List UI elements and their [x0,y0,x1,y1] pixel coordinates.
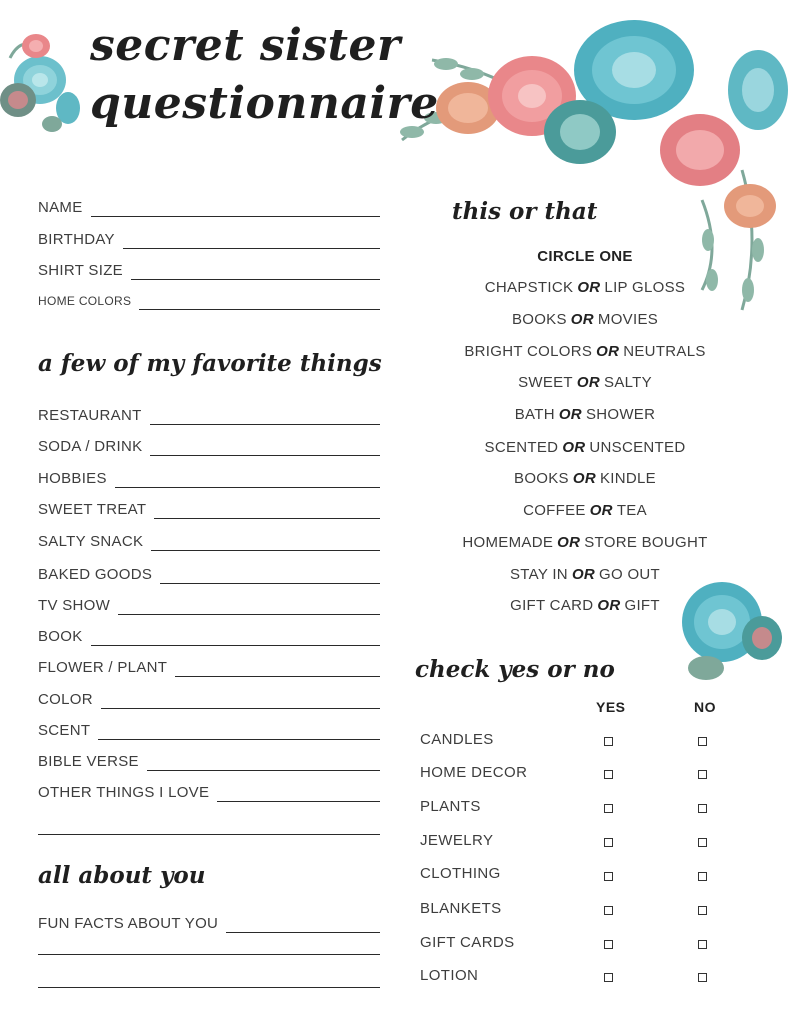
field-label: COLOR [38,691,93,708]
field-label: SALTY SNACK [38,533,144,550]
no-checkbox[interactable] [698,906,707,915]
yes-no-item-label: JEWELRY [420,832,494,849]
extra-answer-line[interactable] [38,987,380,988]
answer-line[interactable] [217,801,380,802]
birthday-field[interactable] [38,227,380,249]
field-label: RESTAURANT [38,407,142,424]
no-checkbox[interactable] [698,940,707,949]
field-label: SODA / DRINK [38,438,143,455]
yes-checkbox[interactable] [604,838,613,847]
favorites-heading: a few of my favorite things [36,350,386,379]
this-or-that-item[interactable]: STAY IN OR GO OUT [509,566,661,583]
field-label: FUN FACTS ABOUT YOU [38,915,219,932]
answer-line[interactable] [226,932,380,933]
answer-line[interactable] [115,487,380,488]
field-label: SCENT [38,722,91,739]
this-or-that-item[interactable]: COFFEE OR TEA [523,502,647,519]
answer-line[interactable] [150,424,380,425]
baked-goods-field[interactable] [38,562,380,584]
this-or-that-item[interactable]: BATH OR SHOWER [514,406,656,423]
this-or-that-item[interactable]: GIFT CARD OR GIFT [510,597,660,614]
yes-no-item-label: PLANTS [420,798,481,815]
no-checkbox[interactable] [698,770,707,779]
answer-line[interactable] [118,614,380,615]
bible-verse-field[interactable] [38,749,380,771]
flower-plant-field[interactable] [38,655,380,677]
yes-column-header: YES [596,699,626,715]
about-heading: all about you [36,862,210,891]
yes-no-item-label: BLANKETS [420,900,502,917]
answer-line[interactable] [91,645,380,646]
field-label: TV SHOW [38,597,111,614]
scent-field[interactable] [38,718,380,740]
this-or-that-item[interactable]: BOOKS OR MOVIES [511,311,659,328]
other-things-field[interactable] [38,780,380,802]
salty-snack-field[interactable] [38,529,380,551]
field-label: NAME [38,199,83,216]
answer-line[interactable] [175,676,380,677]
this-or-that-heading: this or that [450,198,601,227]
restaurant-field[interactable] [38,403,380,425]
field-label: HOBBIES [38,470,107,487]
field-label: BAKED GOODS [38,566,153,583]
yes-no-item-label: CANDLES [420,731,494,748]
answer-line[interactable] [139,309,380,310]
answer-line[interactable] [154,518,380,519]
tv-show-field[interactable] [38,593,380,615]
extra-answer-line[interactable] [38,834,380,835]
this-or-that-item[interactable]: SCENTED OR UNSCENTED [484,439,686,456]
this-or-that-item[interactable]: HOMEMADE OR STORE BOUGHT [462,534,708,551]
yes-checkbox[interactable] [604,804,613,813]
yes-checkbox[interactable] [604,770,613,779]
sweet-treat-field[interactable] [38,497,380,519]
answer-line[interactable] [98,739,380,740]
book-field[interactable] [38,624,380,646]
color-field[interactable] [38,687,380,709]
field-label: BIRTHDAY [38,231,115,248]
field-label: SWEET TREAT [38,501,147,518]
this-or-that-item[interactable]: BOOKS OR KINDLE [514,470,656,487]
yes-no-heading: check yes or no [413,656,619,685]
teal-succulent-icon [676,572,786,684]
yes-checkbox[interactable] [604,940,613,949]
answer-line[interactable] [147,770,380,771]
no-checkbox[interactable] [698,737,707,746]
hobbies-field[interactable] [38,466,380,488]
answer-line[interactable] [91,216,380,217]
yes-checkbox[interactable] [604,973,613,982]
shirt-size-field[interactable] [38,258,380,280]
yes-checkbox[interactable] [604,906,613,915]
yes-no-item-label: LOTION [420,967,479,984]
page-title-line-2: questionnaire [90,78,439,129]
field-label: BOOK [38,628,83,645]
page-title-line-1: secret sister [90,20,401,71]
no-checkbox[interactable] [698,838,707,847]
yes-checkbox[interactable] [604,737,613,746]
answer-line[interactable] [151,550,380,551]
answer-line[interactable] [101,708,380,709]
field-label: SHIRT SIZE [38,262,123,279]
field-label: HOME COLORS [38,294,132,308]
small-succulent-cluster-icon [0,28,92,138]
extra-answer-line[interactable] [38,954,380,955]
soda-drink-field[interactable] [38,434,380,456]
yes-no-item-label: HOME DECOR [420,764,528,781]
yes-no-item-label: CLOTHING [420,865,501,882]
answer-line[interactable] [131,279,380,280]
no-checkbox[interactable] [698,872,707,881]
yes-no-item-label: GIFT CARDS [420,934,515,951]
circle-one-instruction: CIRCLE ONE [537,248,633,265]
field-label: OTHER THINGS I LOVE [38,784,210,801]
this-or-that-item[interactable]: BRIGHT COLORS OR NEUTRALS [464,343,706,360]
this-or-that-item[interactable]: CHAPSTICK OR LIP GLOSS [484,279,686,296]
no-checkbox[interactable] [698,804,707,813]
answer-line[interactable] [150,455,380,456]
answer-line[interactable] [160,583,380,584]
fun-facts-field[interactable] [38,911,380,933]
field-label: BIBLE VERSE [38,753,139,770]
home-colors-field[interactable] [38,288,380,310]
name-field[interactable] [38,195,380,217]
no-checkbox[interactable] [698,973,707,982]
yes-checkbox[interactable] [604,872,613,881]
answer-line[interactable] [123,248,380,249]
this-or-that-item[interactable]: SWEET OR SALTY [518,374,652,391]
no-column-header: NO [694,699,716,715]
field-label: FLOWER / PLANT [38,659,168,676]
